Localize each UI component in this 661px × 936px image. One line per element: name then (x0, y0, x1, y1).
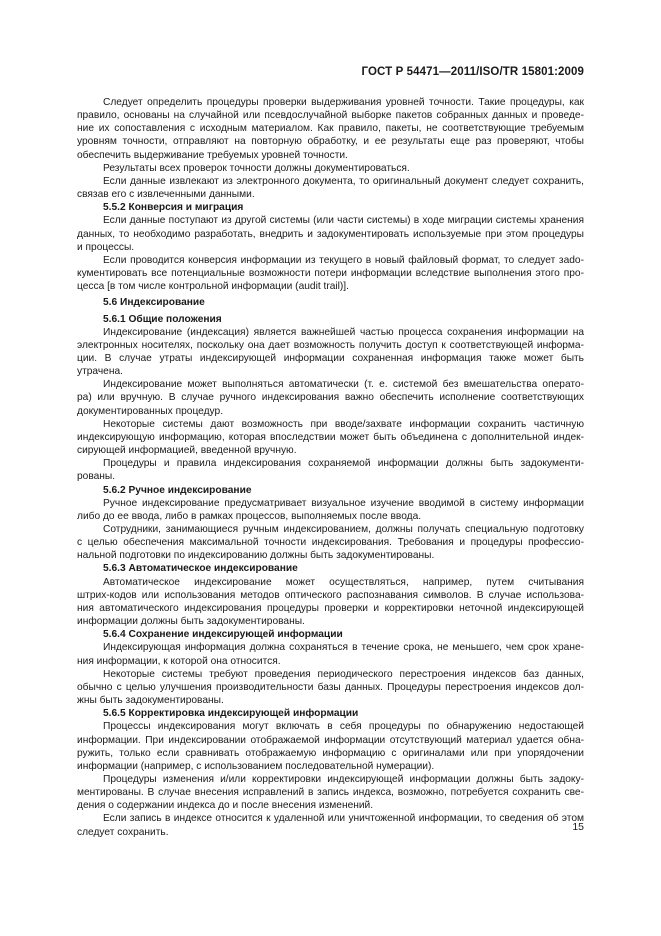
paragraph-line: обеспечить выдерживание требуемых уровней точности. (77, 149, 348, 161)
paragraph-line: Если запись в индексе относится к удаленной или уничтоженной информации, то сведения об этом (103, 813, 584, 825)
paragraph-line: информации. При индексировании отображаемой информации отсутствующий материал удается обна- (77, 734, 584, 746)
paragraph (77, 576, 584, 629)
paragraph-line: ции. В случае утраты индексирующей информации сохраненная информация также может быть (77, 352, 584, 364)
document-header: ГОСТ Р 54471—2011/ISO/TR 15801:2009 (361, 66, 584, 78)
document-body (77, 96, 584, 839)
paragraph (77, 720, 584, 773)
paragraph-line: Некоторые системы дают возможность при вводе/захвате информации сохранить частичную (103, 418, 584, 430)
paragraph-line: ния информации, к которой она относится. (77, 655, 281, 667)
paragraph-line: Если проводится конверсия информации из текущего в новый файловый формат, то следует зado- (103, 254, 584, 266)
paragraph-line: уровням точности, отправляют на повторную обработку, и ее результаты еще раз проверяют, чтобы (77, 136, 584, 148)
paragraph (77, 175, 584, 201)
paragraph-line: электронных носителях, поскольку она дает возможность получить доступ к соответствующей информа- (77, 339, 584, 351)
paragraph-line: правило, основаны на случайной или псевдослучайной выборке пакетов собранных данных и проведе- (77, 110, 584, 122)
paragraph (77, 668, 584, 707)
paragraph-line: нальной подготовки по индексированию должны быть задокументированы. (77, 550, 435, 562)
paragraph-line: либо до ее ввода, либо в рамках процессов, выполняемых после ввода. (77, 510, 422, 522)
paragraph (77, 457, 584, 483)
paragraph-line: кументировать все потенциальные возможности потери информации вследствие выполнения этого про- (77, 268, 584, 280)
paragraph-line: Сотрудники, занимающиеся ручным индексированием, должны получать специальную подготовку (103, 524, 584, 535)
paragraph-line: Ручное индексирование предусматривает визуальное изучение вводимой в систему информации (103, 497, 584, 509)
section-heading: 5.6.5 Корректировка индексирующей информации (103, 708, 359, 720)
paragraph (77, 378, 584, 417)
paragraph-line: Следует определить процедуры проверки выдерживания уровней точности. Такие процедуры, как (103, 97, 584, 108)
paragraph-line: дения о содержании индекса до и после внесения изменений. (77, 800, 374, 812)
paragraph-line: Индексирующая информация должна сохраняться в течение срока, не меньшего, чем срок хране- (103, 642, 584, 654)
paragraph-line: ружить, только если сравнивать отображаемую информацию с оригиналами или при упорядочении (77, 747, 584, 759)
paragraph-line: рованы. (77, 471, 116, 483)
paragraph-line: Процедуры изменения и/или корректировки индексирующей информации должны быть задоку- (103, 773, 584, 785)
paragraph-line: индексирующую информацию, которая впоследствии может быть объединена с дополнительной индек- (77, 431, 584, 443)
paragraph (77, 773, 584, 812)
section-heading: 5.6.3 Автоматическое индексирование (103, 563, 298, 575)
paragraph (77, 326, 584, 379)
paragraph-line: данных, то необходимо разработать, внедрить и задокументировать используемые при этом процедуры (77, 228, 584, 240)
section-heading: 5.6.2 Ручное индексирование (103, 484, 252, 496)
paragraph-line: штрих-кодов или использования методов оптического распознавания символов. В случае использова- (77, 589, 584, 601)
paragraph-line: с целью обеспечения максимальной точности индексирования. Требования и процедуры профессио- (77, 537, 584, 549)
paragraph (77, 812, 584, 838)
paragraph-line: ние их сопоставления с исходным материалом. Как правило, пакеты, не соответствующие требуемым (77, 123, 584, 135)
paragraph-line: Если данные извлекают из электронного документа, то оригинальный документ следует сохранить, (103, 175, 584, 187)
section-heading: 5.5.2 Конверсия и миграция (103, 202, 244, 214)
paragraph-line: ментированы. В случае внесения исправлений в запись индекса, возможно, потребуется сохранить све- (77, 787, 584, 799)
paragraph-line: информации (например, с использованием последовательной нумерации). (77, 760, 435, 772)
paragraph-line: связав его с извлеченными данными. (77, 189, 255, 201)
paragraph-line: Если данные поступают из другой системы (или части системы) в ходе миграции системы хранения (103, 215, 584, 227)
paragraph (77, 523, 584, 562)
paragraph (77, 254, 584, 293)
paragraph (77, 641, 584, 667)
paragraph-line: и процессы. (77, 241, 135, 253)
paragraph-line: следует сохранить. (77, 826, 169, 838)
paragraph-line: сирующей информацией, введенной вручную. (77, 445, 297, 457)
paragraph-line: Результаты всех проверок точности должны документироваться. (103, 162, 410, 174)
paragraph-line: Индексирование может выполняться автоматически (т. е. системой без вмешательства операто- (103, 379, 584, 391)
paragraph-line: цесса [в том числе контрольной информации (audit trail)]. (77, 281, 349, 293)
section-heading: 5.6.1 Общие положения (103, 313, 222, 325)
paragraph (77, 214, 584, 253)
paragraph (77, 162, 584, 175)
paragraph-line: ра) или вручную. В случае ручного индексирования важно обеспечить исполнение соответствующих (77, 392, 584, 404)
paragraph-line: Процедуры и правила индексирования сохраняемой информации должны быть задокументи- (103, 458, 584, 470)
paragraph (77, 418, 584, 457)
paragraph (77, 497, 584, 523)
page-number: 15 (572, 821, 584, 833)
paragraph-line: документированных процедур. (77, 405, 224, 417)
section-heading: 5.6.4 Сохранение индексирующей информации (103, 629, 343, 641)
paragraph-line: утрачена. (77, 366, 123, 378)
paragraph-line: Автоматическое индексирование может осуществляться, например, путем считывания (103, 576, 584, 588)
paragraph-line: Некоторые системы требуют проведения периодического перестроения индексов баз данных, (103, 668, 584, 680)
paragraph-line: Индексирование (индексация) является важнейшей частью процесса сохранения информации на (103, 326, 584, 338)
paragraph-line: Процессы индексирования могут включать в себя процедуры по обнаружению недостающей (103, 721, 584, 733)
paragraph (77, 96, 584, 162)
paragraph-line: ния автоматического индексирования процедуры проверки и корректировки неточной индексирующей (77, 602, 584, 614)
paragraph-line: информации должны быть задокументированы. (77, 616, 305, 628)
paragraph-line: жны быть задокументированы. (77, 695, 224, 707)
section-heading: 5.6 Индексирование (103, 297, 205, 309)
paragraph-line: обычно с целью улучшения производительности базы данных. Процедуры перестроения индексов дол- (77, 681, 584, 693)
